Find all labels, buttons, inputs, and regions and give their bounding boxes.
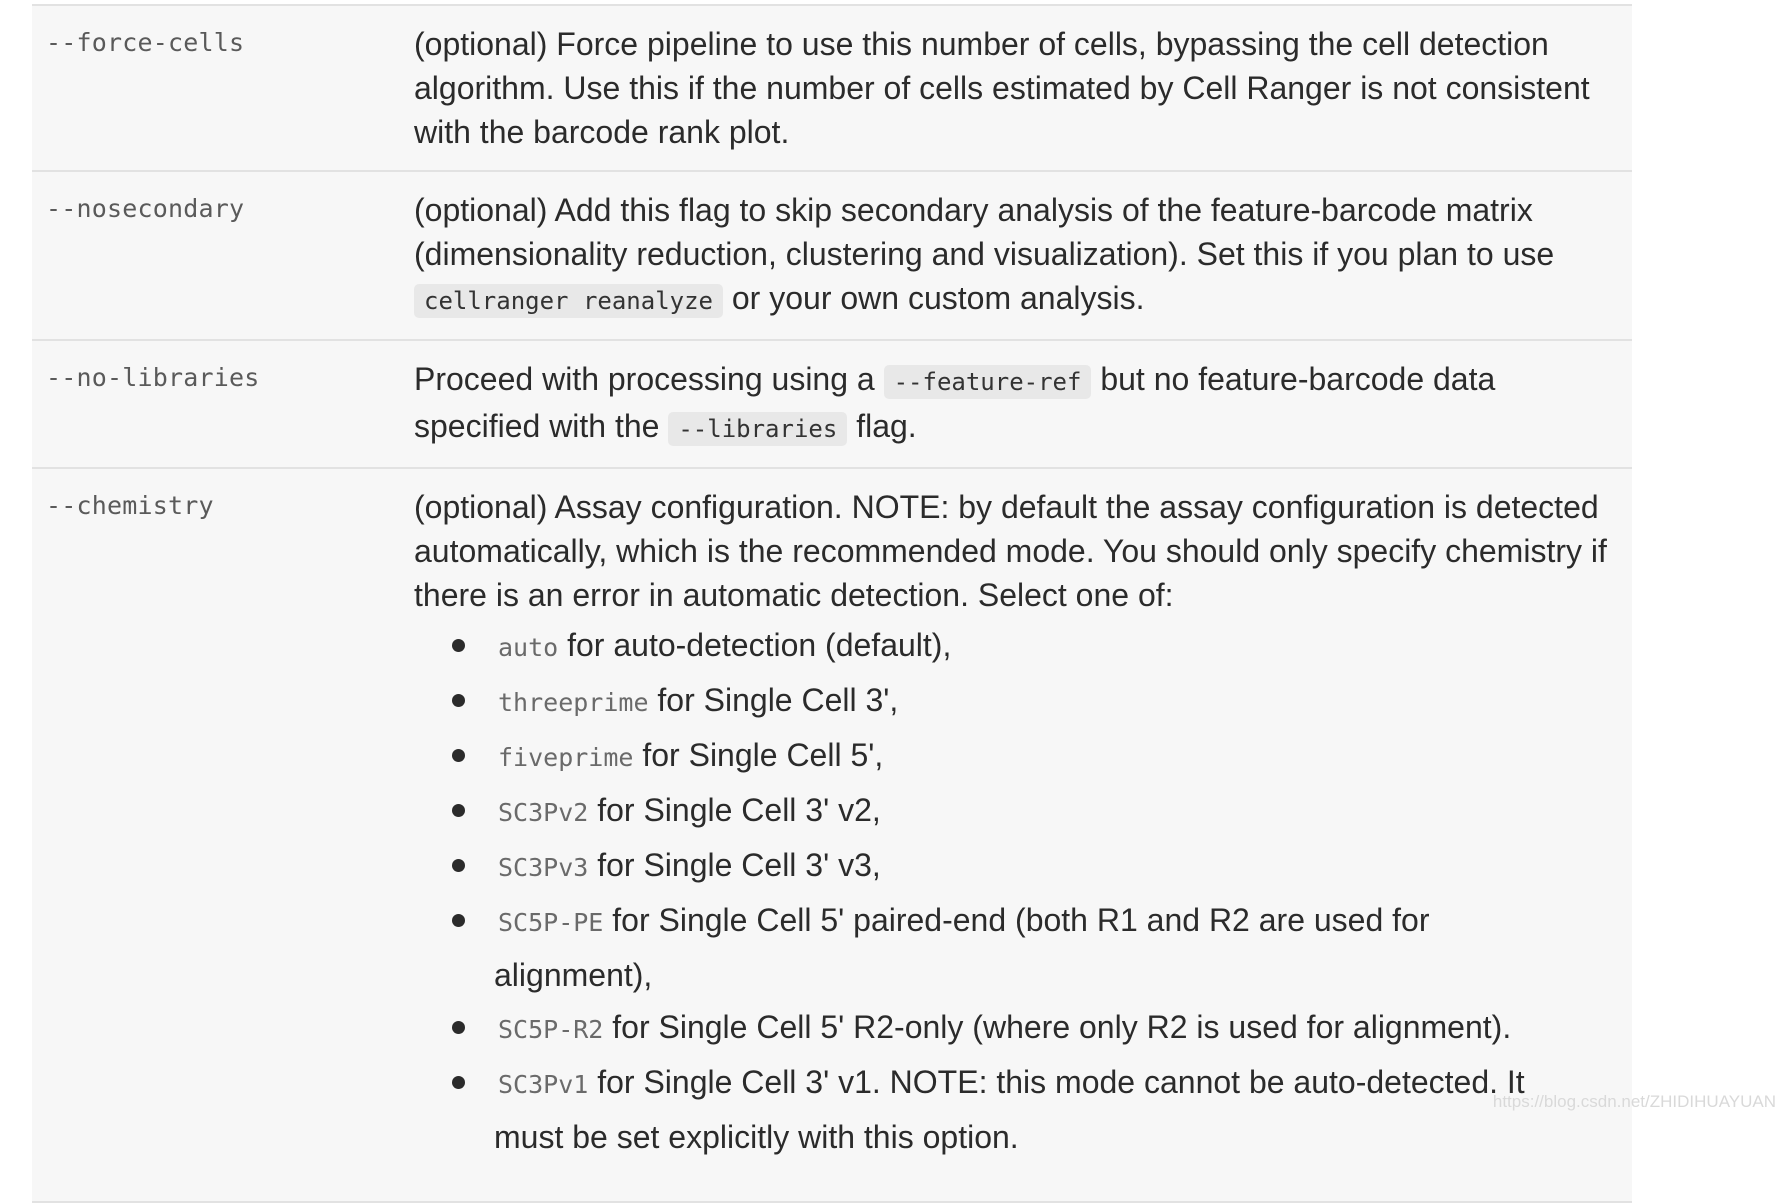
bullet-icon — [452, 749, 465, 762]
inline-code: --libraries — [668, 412, 847, 446]
description-text: or your own custom analysis. — [722, 280, 1145, 316]
option-name: --chemistry — [32, 468, 372, 1202]
list-item-text: for Single Cell 3', — [657, 682, 899, 718]
bullet-icon — [452, 1076, 465, 1089]
description-text: (optional) Assay configuration. NOTE: by default the assay configuration is detected automatically, which is the recommended mode. You should only specify chemistry if there is an error in automatic detection. Select one of: — [414, 489, 1607, 613]
list-item-text-continued: must be set explicitly with this option. — [494, 1119, 1019, 1155]
inline-code: SC5P-R2 — [498, 1015, 604, 1044]
bullet-icon — [452, 1021, 465, 1034]
description-text: Proceed with processing using a — [414, 361, 884, 397]
bullet-icon — [452, 914, 465, 927]
description-text: flag. — [847, 408, 917, 444]
list-item-text: for Single Cell 3' v3, — [597, 847, 881, 883]
list-item-text: for Single Cell 5' R2-only (where only R2 is used for alignment). — [612, 1009, 1512, 1045]
inline-code: SC3Pv3 — [498, 853, 589, 882]
list-item — [494, 1056, 1616, 1163]
option-description — [372, 171, 1632, 340]
bullet-icon — [452, 639, 465, 652]
option-name: --force-cells — [32, 5, 372, 171]
description-text: (optional) Add this flag to skip secondary analysis of the feature-barcode matrix (dimensionality reduction, clustering and visualization). Set this if you plan to use — [414, 192, 1555, 272]
list-item — [494, 1001, 1616, 1056]
option-description — [372, 340, 1632, 468]
list-item — [494, 894, 1616, 1001]
list-item-text: for Single Cell 5', — [642, 737, 884, 773]
table-row — [32, 340, 1632, 468]
inline-code: fiveprime — [498, 743, 634, 772]
inline-code: SC5P-PE — [498, 908, 604, 937]
bullet-icon — [452, 694, 465, 707]
inline-code: cellranger reanalyze — [414, 284, 723, 318]
bullet-icon — [452, 804, 465, 817]
list-item — [494, 784, 1616, 839]
table-row — [32, 171, 1632, 340]
option-description: (optional) Force pipeline to use this number of cells, bypassing the cell detection algorithm. Use this if the number of cells estimated by Cell Ranger is not consistent with the barcode rank plot. — [372, 5, 1632, 171]
list-item-text: for Single Cell 3' v1. NOTE: this mode cannot be auto-detected. It — [597, 1064, 1525, 1100]
inline-code: SC3Pv1 — [498, 1070, 589, 1099]
list-item-text: for Single Cell 3' v2, — [597, 792, 881, 828]
options-table — [32, 4, 1632, 1203]
inline-code: auto — [498, 633, 559, 662]
list-item — [494, 839, 1616, 894]
table-row — [32, 5, 1632, 171]
chemistry-list — [414, 619, 1616, 1163]
description-text: but no feature-barcode data specified with the — [414, 361, 1496, 444]
option-description — [372, 468, 1632, 1202]
inline-code: SC3Pv2 — [498, 798, 589, 827]
inline-code: threeprime — [498, 688, 649, 717]
bullet-icon — [452, 859, 465, 872]
list-item — [494, 619, 1616, 674]
list-item-text-continued: alignment), — [494, 957, 653, 993]
list-item-text: for auto-detection (default), — [567, 627, 952, 663]
list-item — [494, 674, 1616, 729]
list-item — [494, 729, 1616, 784]
option-name: --no-libraries — [32, 340, 372, 468]
table-row — [32, 468, 1632, 1202]
option-name: --nosecondary — [32, 171, 372, 340]
list-item-text: for Single Cell 5' paired-end (both R1 and R2 are used for — [612, 902, 1430, 938]
inline-code: --feature-ref — [884, 365, 1092, 399]
watermark: https://blog.csdn.net/ZHIDIHUAYUAN — [1492, 1092, 1776, 1111]
